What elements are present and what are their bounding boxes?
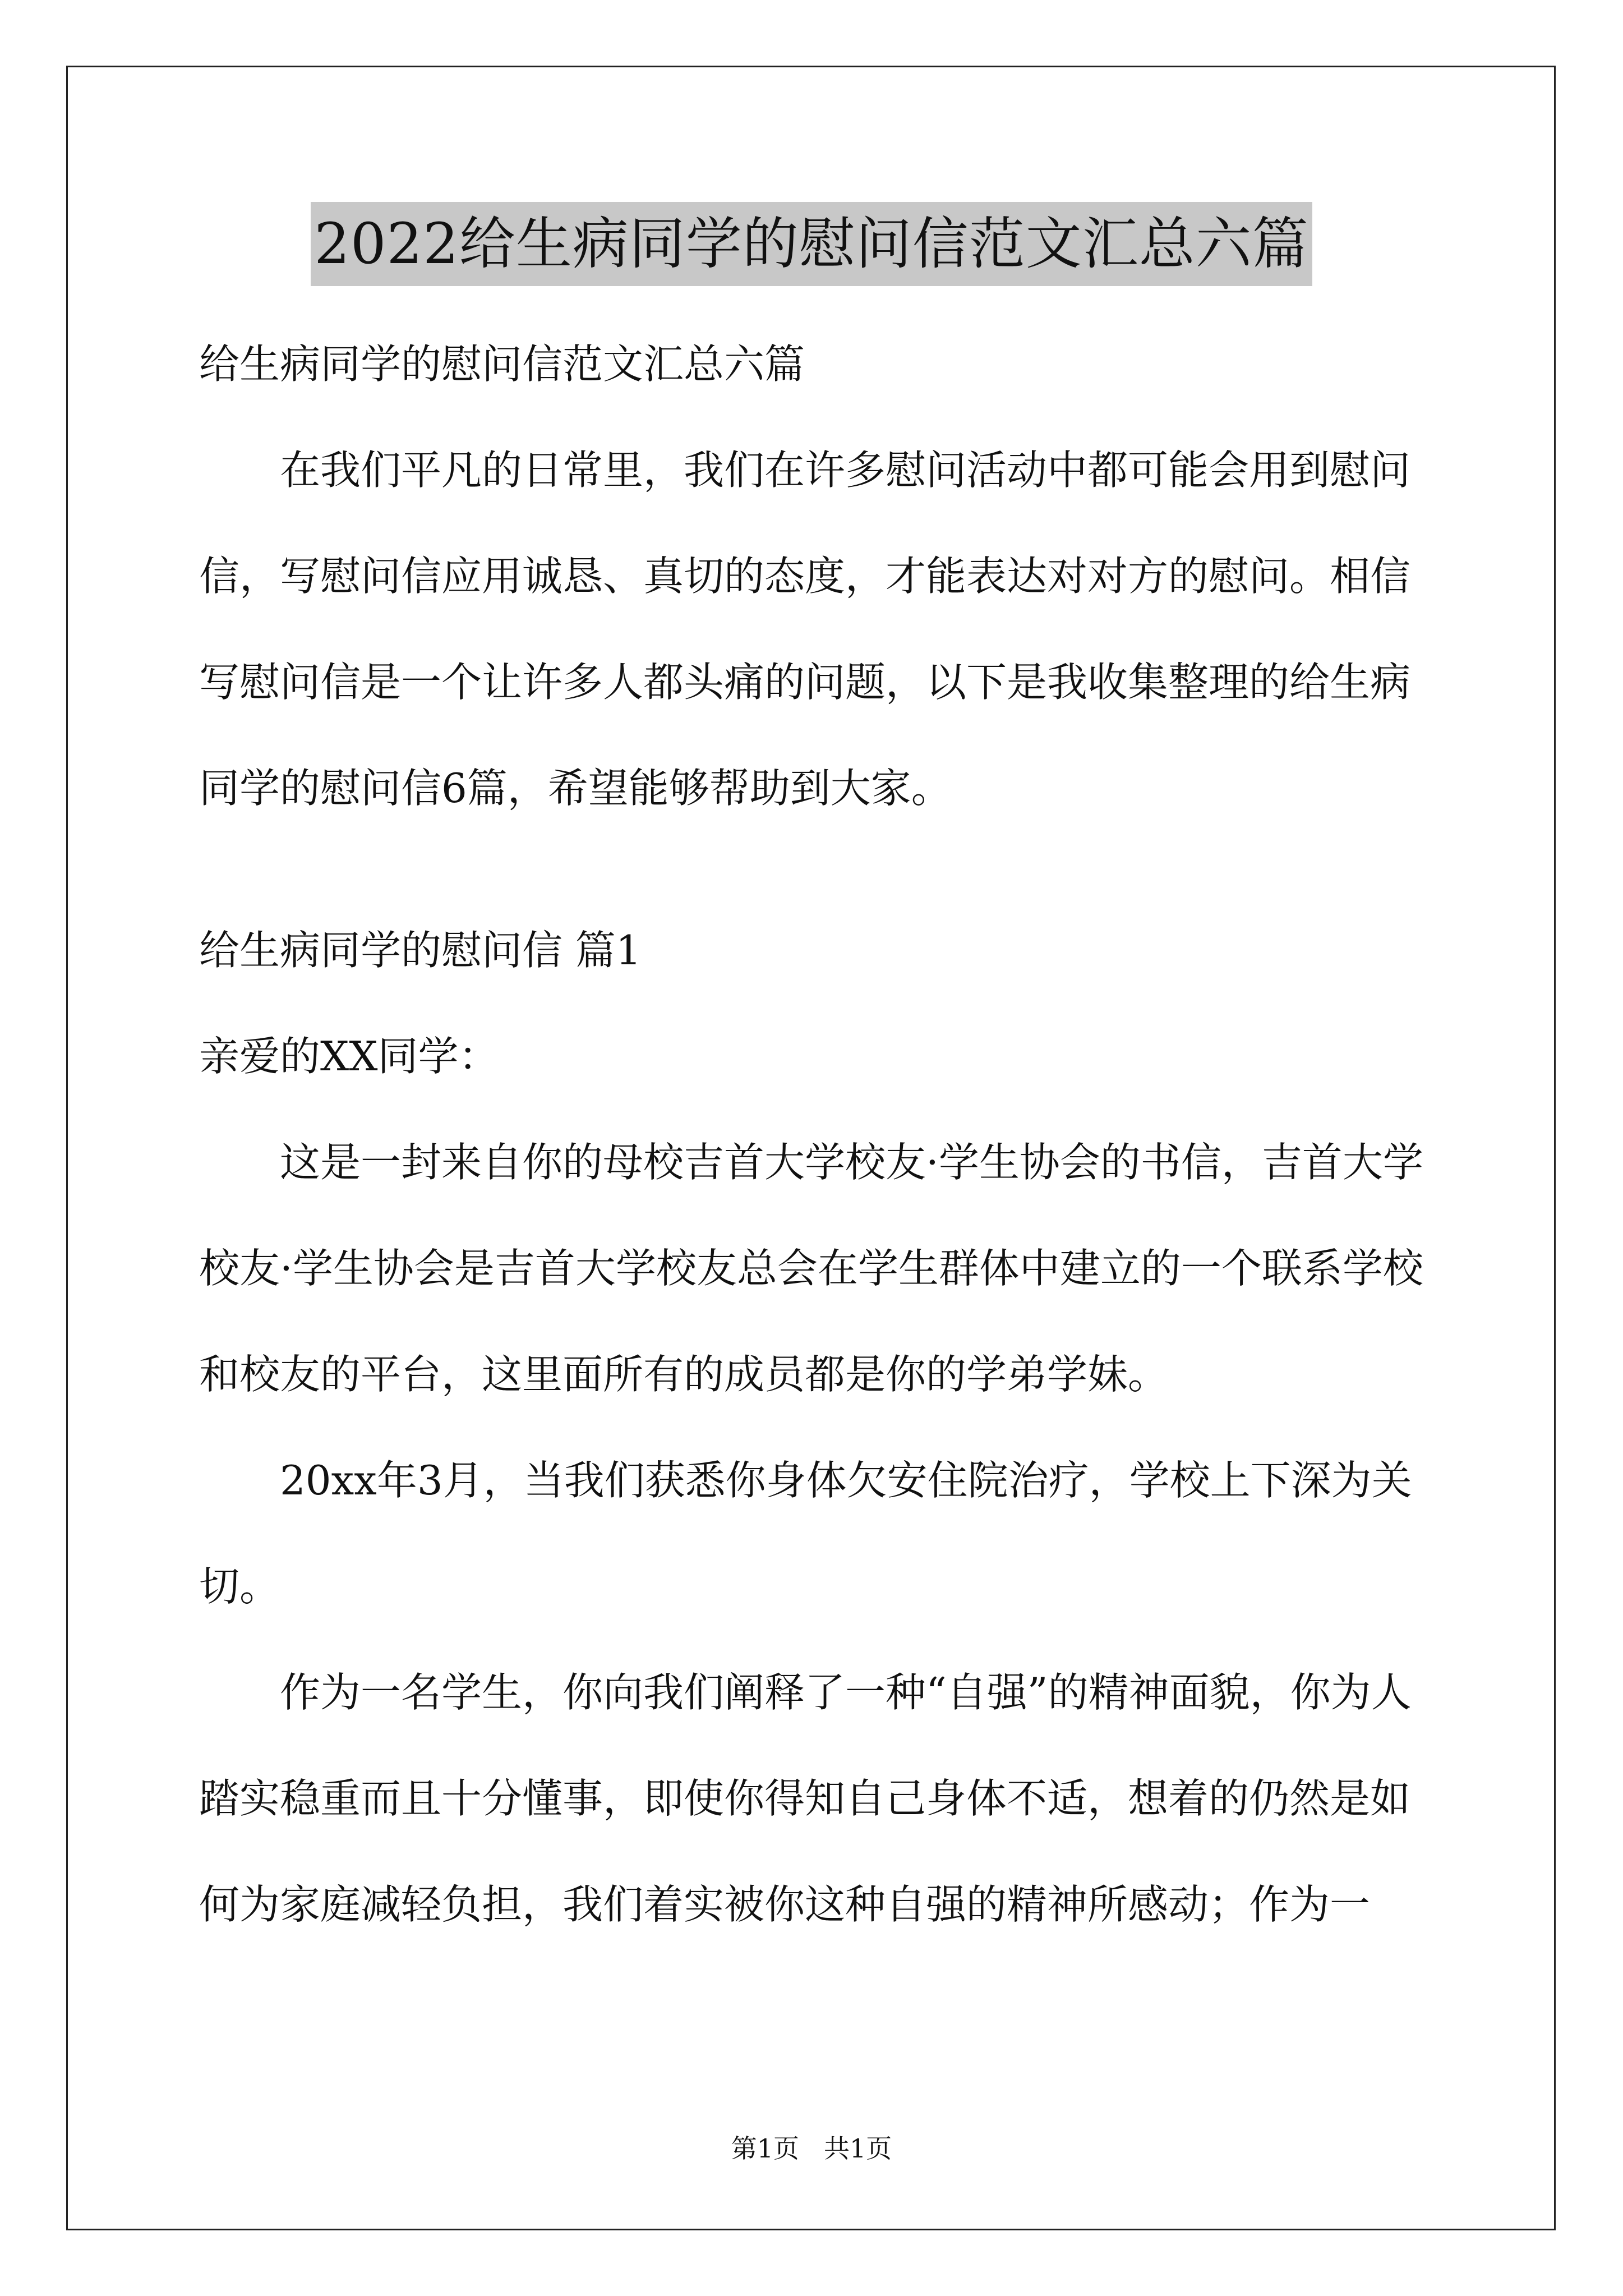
page-number: 第1页	[731, 2133, 800, 2164]
document-body	[199, 311, 1433, 1958]
subtitle: 给生病同学的慰问信范文汇总六篇	[199, 341, 805, 388]
intro-paragraph: 在我们平凡的日常里，我们在许多慰问活动中都可能会用到慰问信，写慰问信应用诚恳、真切的态度，才能表达对对方的慰问。相信写慰问信是一个让许多人都头痛的问题，以下是我收集整理的给生病同学的慰问信6篇，希望能够帮助到大家。	[199, 447, 1411, 812]
page-footer	[0, 2132, 1623, 2165]
body-paragraph: 作为一名学生，你向我们阐释了一种“自强”的精神面貌，你为人踏实稳重而且十分懂事，即使你得知自己身体不适，想着的仍然是如何为家庭减轻负担，我们着实被你这种自强的精神所感动；作为一	[199, 1669, 1412, 1928]
page-total: 共1页	[823, 2133, 892, 2164]
body-paragraph: 20xx年3月，当我们获悉你身体欠安住院治疗，学校上下深为关切。	[199, 1457, 1412, 1610]
body-paragraph: 这是一封来自你的母校吉首大学校友·学生协会的书信，吉首大学校友·学生协会是吉首大学校友总会在学生群体中建立的一个联系学校和校友的平台，这里面所有的成员都是你的学弟学妹。	[199, 1139, 1423, 1398]
salutation: 亲爱的XX同学：	[199, 1033, 499, 1080]
document-title: 2022给生病同学的慰问信范文汇总六篇	[311, 202, 1312, 286]
spacer	[199, 841, 1433, 898]
section-heading: 给生病同学的慰问信 篇1	[199, 927, 642, 974]
title-container	[0, 202, 1623, 286]
